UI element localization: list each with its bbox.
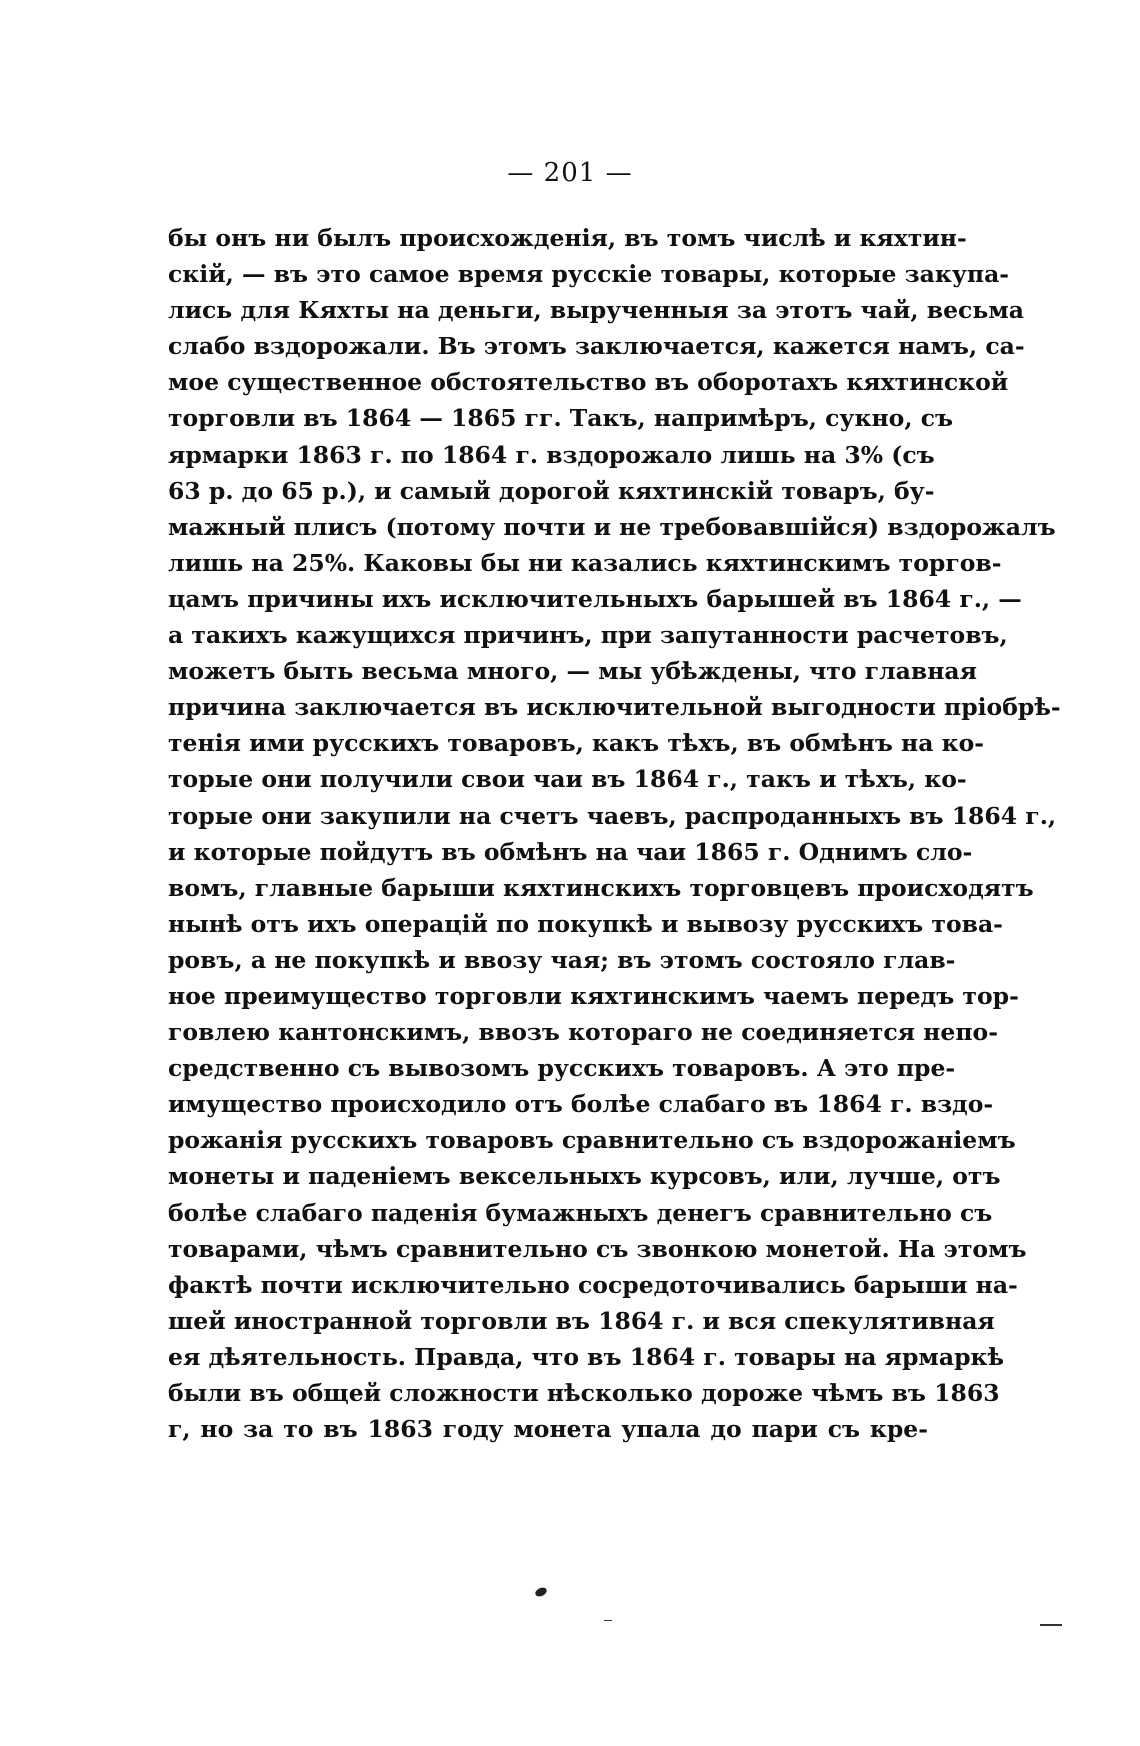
text-line: ярмарки 1863 г. по 1864 г. вздорожало лишь на 3% (съ <box>168 440 935 469</box>
text-line: торые они закупили на счетъ чаевъ, распроданныхъ въ 1864 г., <box>168 801 1057 830</box>
text-line: скій, — въ это самое время русскіе товары, которые закупа- <box>168 260 1010 289</box>
text-line: лись для Кяхты на деньги, вырученныя за этотъ чай, весьма <box>168 296 1024 325</box>
text-line: лишь на 25%. Каковы бы ни казались кяхтинскимъ торгов- <box>168 548 1002 577</box>
text-line: имущество происходило отъ болѣе слабаго въ 1864 г. вздо- <box>168 1090 994 1119</box>
text-line: торговли въ 1864 — 1865 гг. Такъ, напримѣръ, сукно, съ <box>168 404 954 433</box>
page-number: — 201 — <box>507 158 633 188</box>
text-line: говлею кантонскимъ, ввозъ котораго не соединяется непо- <box>168 1018 998 1047</box>
text-line: монеты и паденіемъ вексельныхъ курсовъ, или, лучше, отъ <box>168 1162 1001 1191</box>
text-line: г, но за то въ 1863 году монета упала до пари съ кре- <box>168 1415 928 1444</box>
text-line: ное преимущество торговли кяхтинскимъ чаемъ передъ тор- <box>168 981 1019 1010</box>
text-line: мажный плисъ (потому почти и не требовавшійся) вздорожалъ <box>168 512 1056 541</box>
text-line: нынѣ отъ ихъ операцій по покупкѣ и вывозу русскихъ това- <box>168 909 1003 938</box>
text-line: ея дѣятельность. Правда, что въ 1864 г. товары на ярмаркѣ <box>168 1342 1004 1371</box>
text-line: а такихъ кажущихся причинъ, при запутанности расчетовъ, <box>168 621 1008 650</box>
text-line: рожанія русскихъ товаровъ сравнительно съ вздорожаніемъ <box>168 1126 1016 1155</box>
text-line: шей иностранной торговли въ 1864 г. и вся спекулятивная <box>168 1306 995 1335</box>
scan-mark <box>1040 1624 1062 1626</box>
text-line: 63 р. до 65 р.), и самый дорогой кяхтинскій товаръ, бу- <box>168 476 935 505</box>
text-line: тенія ими русскихъ товаровъ, какъ тѣхъ, въ обмѣнъ на ко- <box>168 729 985 758</box>
text-line: болѣе слабаго паденія бумажныхъ денегъ сравнительно съ <box>168 1198 993 1227</box>
text-line: и которые пойдутъ въ обмѣнъ на чаи 1865 г. Однимъ сло- <box>168 837 973 866</box>
text-line: бы онъ ни былъ происхожденія, въ томъ числѣ и кяхтин- <box>168 224 967 252</box>
text-line: ровъ, а не покупкѣ и ввозу чая; въ этомъ состояло глав- <box>168 945 956 974</box>
text-line: можетъ быть весьма много, — мы убѣждены, что главная <box>168 657 978 686</box>
text-line: вомъ, главные барыши кяхтинскихъ торговцевъ происходятъ <box>168 873 1034 902</box>
scan-mark <box>604 1620 612 1621</box>
text-line: цамъ причины ихъ исключительныхъ барышей въ 1864 г., — <box>168 584 1022 613</box>
text-line: мое существенное обстоятельство въ оборотахъ кяхтинской <box>168 368 1009 397</box>
body-text <box>168 220 1061 1447</box>
text-line: слабо вздорожали. Въ этомъ заключается, кажется намъ, са- <box>168 332 1025 361</box>
ink-speck <box>534 1586 548 1598</box>
text-line: фактѣ почти исключительно сосредоточивались барыши на- <box>168 1270 1018 1299</box>
text-line: причина заключается въ исключительной выгодности пріобрѣ- <box>168 693 1061 722</box>
text-line: товарами, чѣмъ сравнительно съ звонкою монетой. На этомъ <box>168 1234 1027 1263</box>
text-line: средственно съ вывозомъ русскихъ товаровъ. А это пре- <box>168 1054 956 1083</box>
text-line: торые они получили свои чаи въ 1864 г., такъ и тѣхъ, ко- <box>168 765 967 794</box>
text-line: были въ общей сложности нѣсколько дороже чѣмъ въ 1863 <box>168 1379 1000 1407</box>
